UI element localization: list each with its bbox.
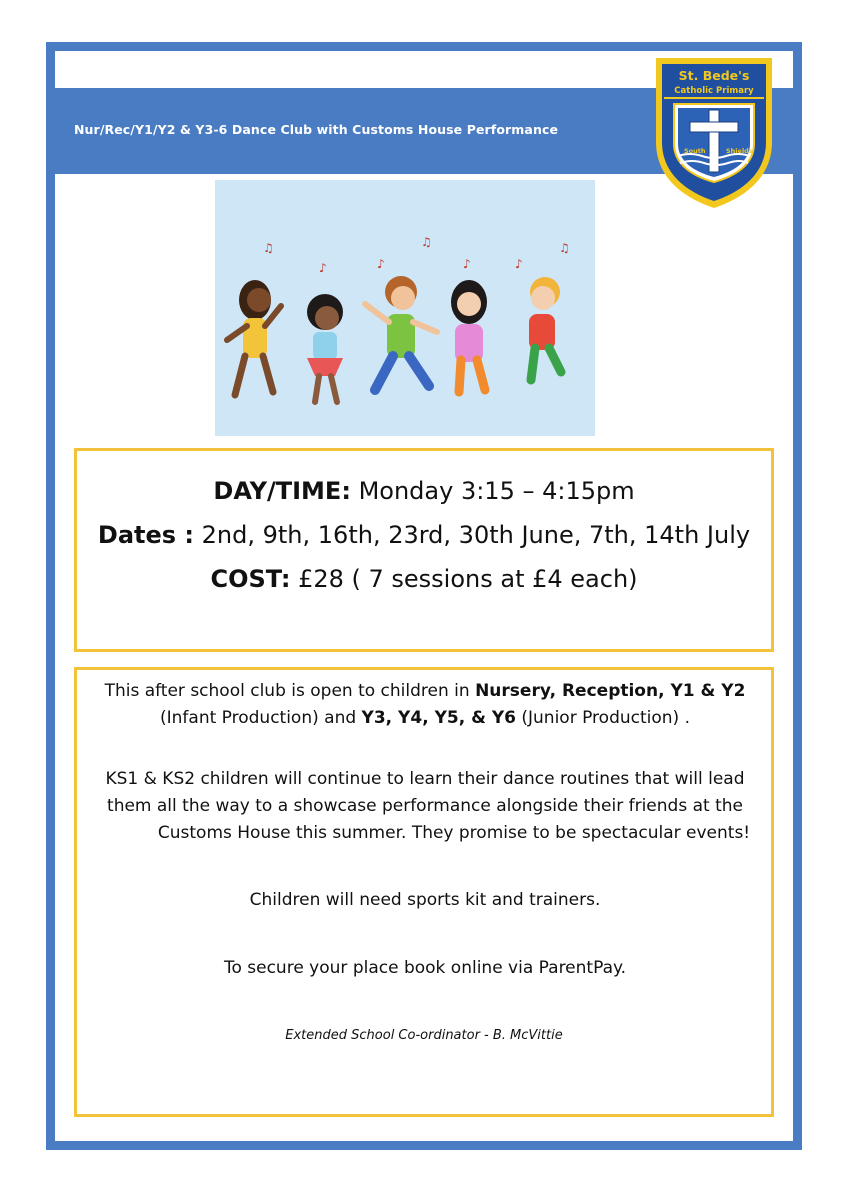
dates-value: 2nd, 9th, 16th, 23rd, 30th June, 7th, 14th July — [201, 521, 751, 549]
cost-label: COST: — [210, 565, 291, 593]
svg-text:♫: ♫ — [559, 241, 570, 255]
coordinator-signature: Extended School Co-ordinator - B. McVittie — [285, 1028, 563, 1043]
svg-text:♪: ♪ — [515, 257, 523, 271]
dancing-children-illustration — [215, 180, 595, 436]
svg-text:♪: ♪ — [377, 257, 385, 271]
eligibility-paragraph: This after school club is open to children in Nursery, Reception, Y1 & Y2 (Infant Production) and Y3, Y4, Y5, & Y6 (Junior Production) . — [104, 681, 746, 728]
junior-years: Y3, Y4, Y5, & Y6 — [361, 708, 516, 728]
svg-text:♪: ♪ — [319, 261, 327, 275]
school-crest-logo — [650, 52, 778, 212]
daytime-line — [77, 477, 771, 505]
description-box — [74, 667, 774, 1117]
svg-text:♫: ♫ — [421, 235, 432, 249]
daytime-label: DAY/TIME: — [213, 477, 351, 505]
crest-left-word: South — [684, 147, 706, 155]
svg-text:♪: ♪ — [463, 257, 471, 271]
cost-line — [77, 565, 771, 593]
booking-instruction-text: To secure your place book online via ParentPay. — [223, 958, 627, 978]
header-title: Nur/Rec/Y1/Y2 & Y3-6 Dance Club with Customs House Performance — [74, 122, 559, 137]
kit-requirement-text: Children will need sports kit and trainers. — [249, 890, 601, 910]
cost-value: £28 ( 7 sessions at £4 each) — [298, 565, 638, 593]
svg-text:♫: ♫ — [263, 241, 274, 255]
crest-right-word: Shields — [726, 147, 753, 155]
showcase-paragraph: KS1 & KS2 children will continue to learn their dance routines that will lead them all the way to a showcase performance alongside their friends at theCustoms House this summer. They promise to be spectacular events! — [105, 769, 751, 843]
daytime-value: Monday 3:15 – 4:15pm — [358, 477, 635, 505]
dates-label: Dates : — [97, 521, 195, 549]
crest-name-line1: St. Bede's — [678, 68, 750, 83]
dates-line — [77, 521, 771, 549]
infant-years: Nursery, Reception, Y1 & Y2 — [475, 681, 746, 701]
session-info-box — [74, 448, 774, 652]
crest-name-line2: Catholic Primary — [674, 86, 754, 96]
